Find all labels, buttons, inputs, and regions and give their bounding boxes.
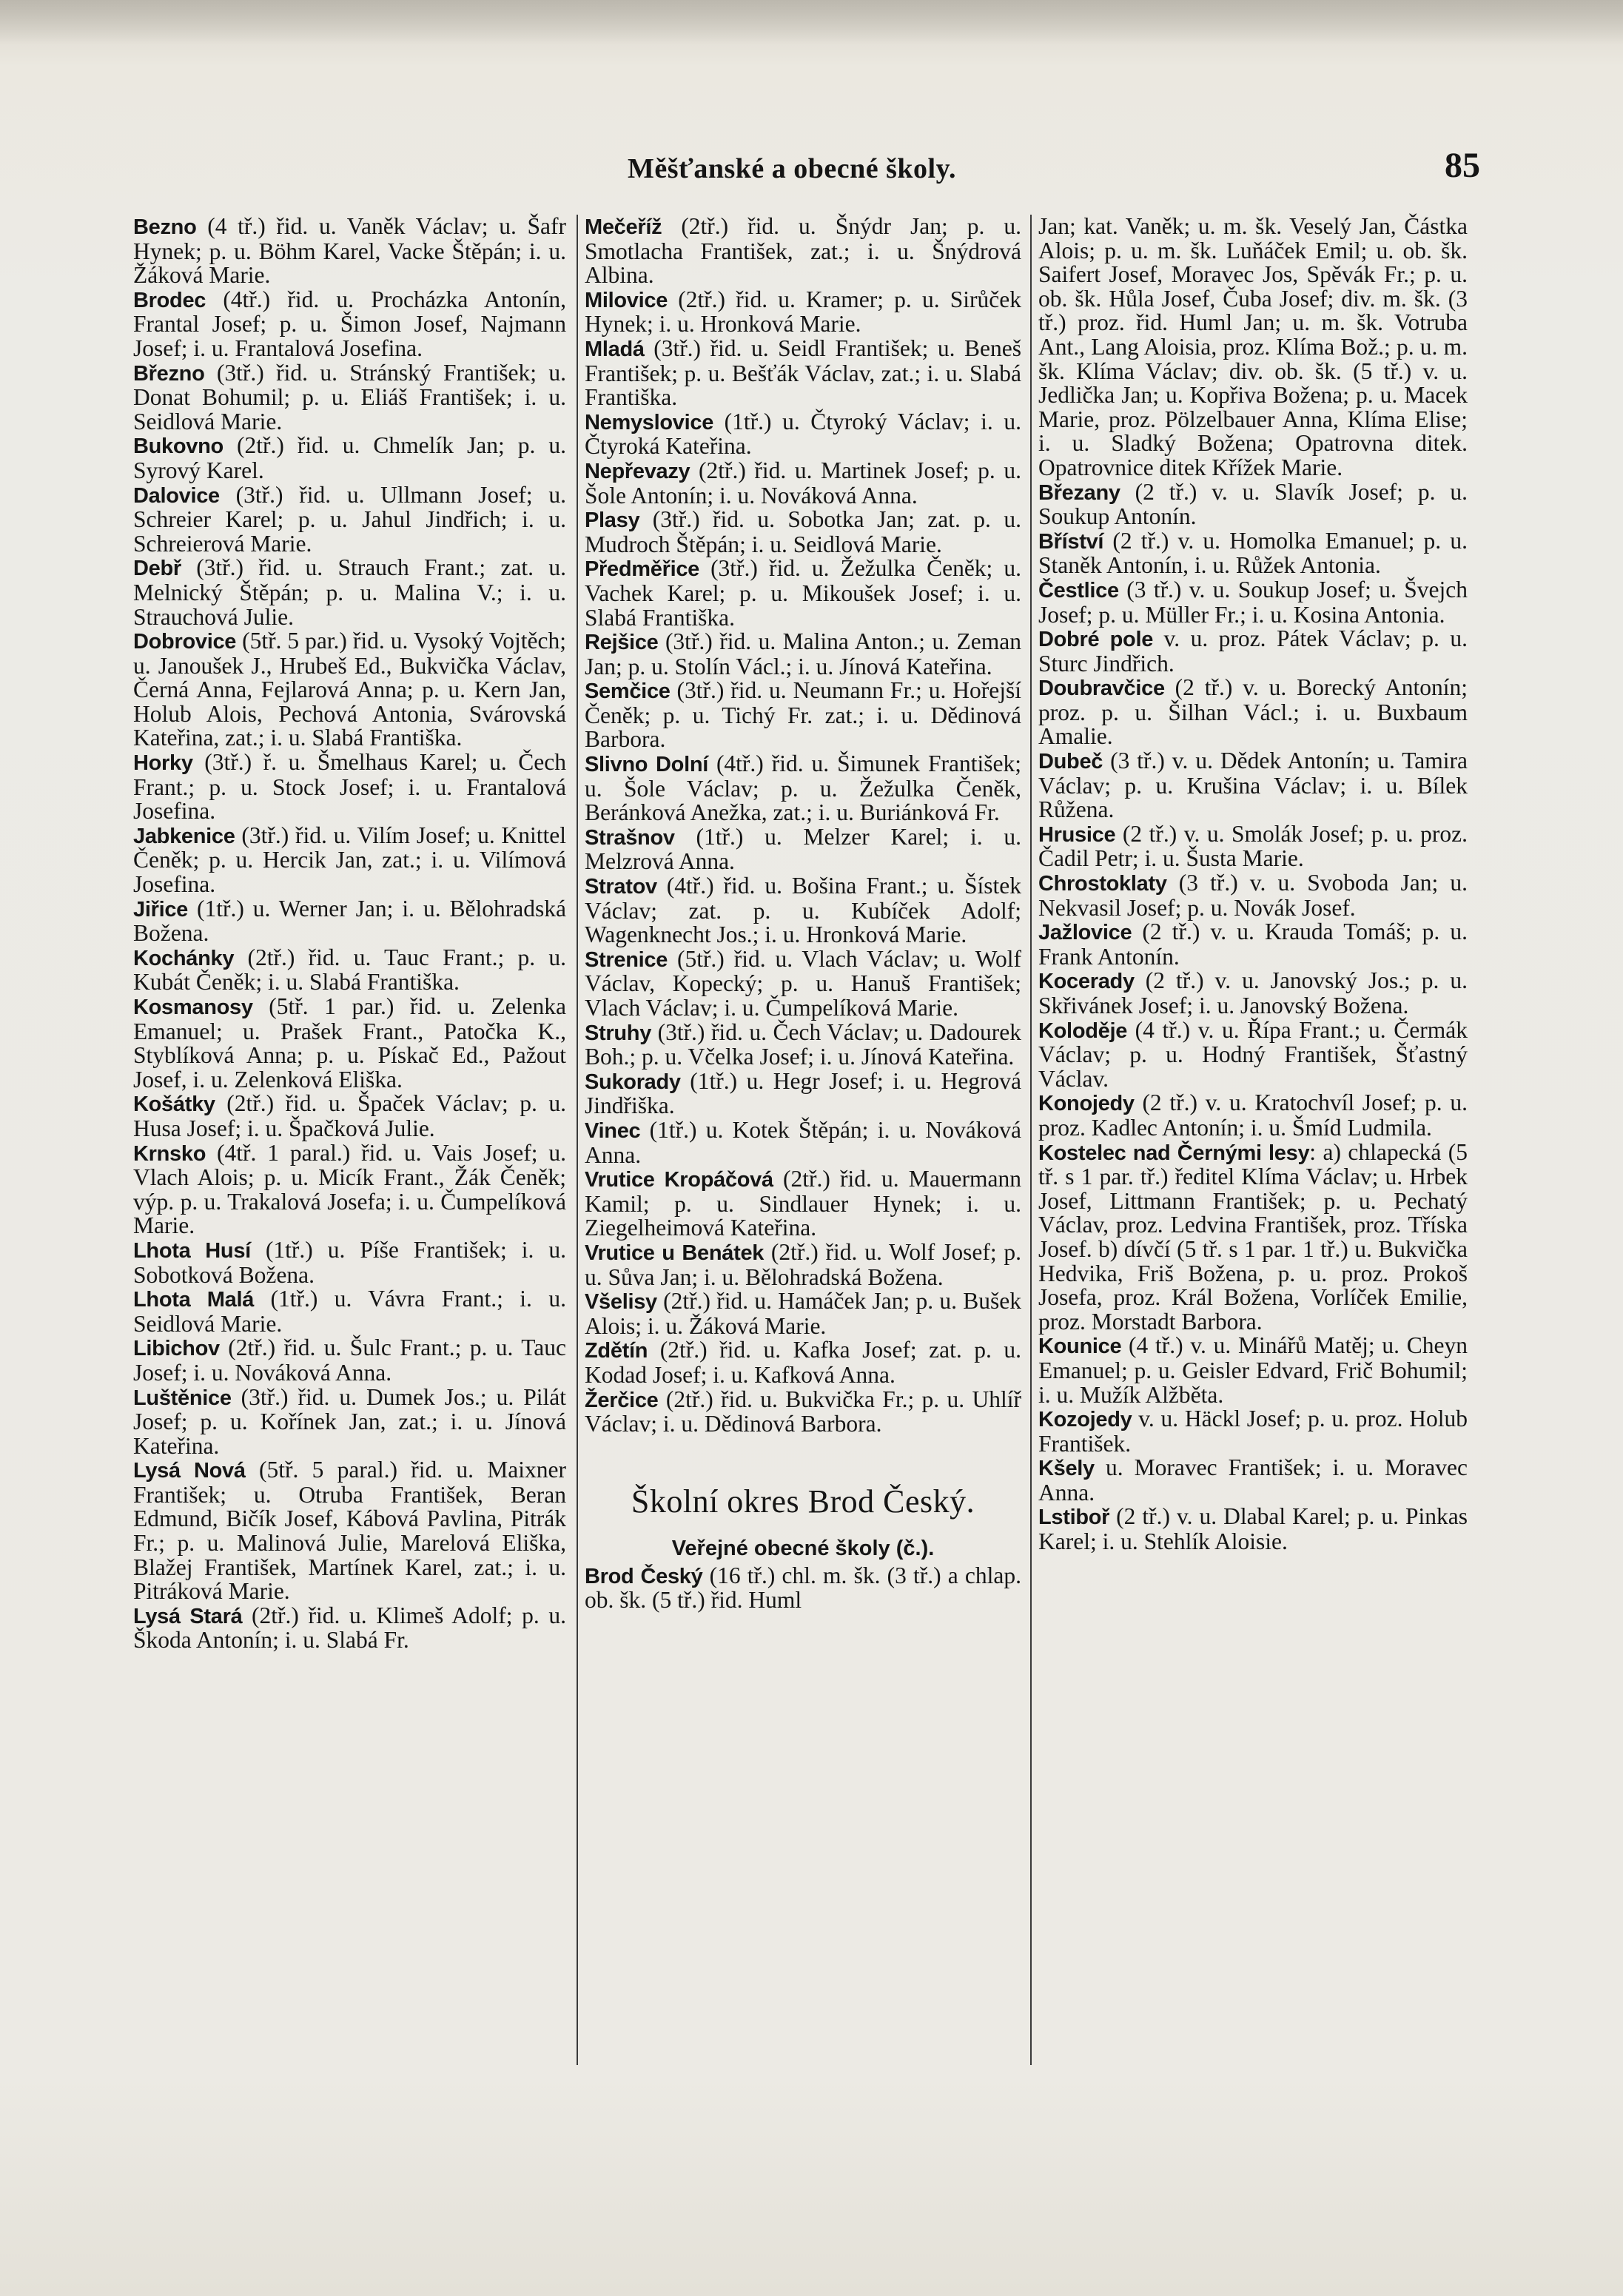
school-entry [133, 1141, 566, 1238]
entry-text: (1tř.) u. Kotek Štěpán; i. u. Nováková Anna. [585, 1116, 1021, 1168]
place-name: Vrutice Kropáčová [585, 1168, 773, 1192]
school-entry [585, 679, 1021, 752]
entry-text: (3tř.) řid. u. Dumek Jos.; u. Pilát Josef; p. u. Kořínek Jan, zat.; i. u. Jínová Kateřina. [133, 1383, 566, 1459]
school-entry [1038, 1018, 1468, 1092]
entry-text: (4 tř.) v. u. Minářů Matěj; u. Cheyn Emanuel; p. u. Geisler Edvard, Frič Bohumil; i. u. Mužík Alžběta. [1038, 1332, 1468, 1408]
place-name: Debř [133, 557, 181, 581]
entry-text: (1tř.) u. Melzer Karel; i. u. Melzrová Anna. [585, 823, 1021, 875]
entry-text: (1tř.) u. Čtyroký Václav; i. u. Čtyroká Kateřina. [585, 408, 1021, 460]
place-name: Nepřevazy [585, 459, 690, 483]
place-name: Dalovice [133, 483, 220, 508]
school-entry [1038, 627, 1468, 676]
entry-text: (2 tř.) v. u. Smolák Josef; p. u. proz. Čadil Petr; i. u. Šusta Marie. [1038, 820, 1468, 872]
entry-text: (4tř. 1 paral.) řid. u. Vais Josef; u. Vlach Alois; p. u. Micík Frant., Žák Čeněk; výp. p. u. Trakalová Josefa; i. u. Čumpelíková Marie. [133, 1139, 566, 1239]
school-entry [1038, 529, 1468, 578]
school-entry [585, 1289, 1021, 1338]
place-name: Lhota Husí [133, 1238, 251, 1263]
place-name: Chrostoklaty [1038, 872, 1167, 896]
place-name: Kocerady [1038, 970, 1135, 994]
page-header [0, 145, 1623, 189]
school-entry [133, 1238, 566, 1287]
place-name: Strašnov [585, 825, 675, 850]
entry-text: (2tř.) řid. u. Mauermann Kamil; p. u. Sindlauer Hynek; i. u. Ziegelheimová Kateřina. [585, 1166, 1021, 1241]
place-name: Čestlice [1038, 578, 1119, 602]
school-entry [585, 459, 1021, 508]
entry-text: (4tř.) řid. u. Procházka Antonín, Frantal Josef; p. u. Šimon Josef, Najmann Josef; i. u. Frantalová Josefina. [133, 286, 566, 361]
school-entry [585, 337, 1021, 410]
school-entry [585, 752, 1021, 825]
entry-text: (2tř.) řid. u. Kafka Josef; zat. p. u. Kodad Josef; i. u. Kafková Anna. [585, 1337, 1021, 1388]
school-entry [133, 215, 566, 288]
school-entry [133, 1604, 566, 1653]
school-entry [1038, 822, 1468, 871]
entry-text: (2tř.) řid. u. Chmelík Jan; p. u. Syrový Karel. [133, 432, 566, 483]
school-entry [133, 751, 566, 824]
entry-text: (2tř.) řid. u. Wolf Josef; p. u. Sůva Jan; i. u. Bělohradská Božena. [585, 1238, 1021, 1290]
entry-text: (2tř.) řid. u. Martinek Josef; p. u. Šole Antonín; i. u. Nováková Anna. [585, 457, 1021, 508]
entry-text: (2 tř.) v. u. Krauda Tomáš; p. u. Frank Antonín. [1038, 919, 1468, 970]
school-entry [585, 1067, 1021, 1119]
entry-text: (3tř.) řid. u. Vilím Josef; u. Knittel Čeněk; p. u. Hercik Jan, zat.; i. u. Vilímová Josefina. [133, 822, 566, 898]
place-name: Plasy [585, 508, 640, 533]
school-entry [133, 483, 566, 557]
entry-text: (3 tř.) v. u. Soukup Josef; u. Švejch Josef; p. u. Müller Fr.; i. u. Kosina Antonia. [1038, 576, 1468, 628]
place-name: Sukorady [585, 1070, 681, 1094]
school-entry [1038, 920, 1468, 969]
school-entry [133, 995, 566, 1092]
entry-text: (3tř.) řid. u. Ullmann Josef; u. Schreier Karel; p. u. Jahul Jindřich; i. u. Schreierová Marie. [133, 481, 566, 557]
school-entry [1038, 1138, 1468, 1335]
column-1 [133, 215, 566, 1653]
place-name: Lysá Nová [133, 1459, 246, 1483]
place-name: Luštěnice [133, 1386, 232, 1410]
place-name: Jiřice [133, 897, 188, 922]
entry-text: v. u. proz. Pátek Václav; p. u. Sturc Jindřich. [1038, 625, 1468, 677]
place-name: Předměřice [585, 557, 699, 582]
school-entry [133, 288, 566, 361]
place-name: Libichov [133, 1337, 220, 1361]
school-entry [1038, 871, 1468, 920]
entry-text: (2 tř.) v. u. Dlabal Karel; p. u. Pinkas Karel; i. u. Stehlík Aloisie. [1038, 1503, 1468, 1555]
entry-text: (2tř.) řid. u. Kramer; p. u. Sirůček Hynek; i. u. Hronková Marie. [585, 286, 1021, 338]
column-2 [585, 215, 1021, 1613]
school-entry [585, 288, 1021, 337]
place-name: Vinec [585, 1118, 641, 1143]
place-name: Zdětín [585, 1339, 648, 1363]
column-3 [1038, 215, 1468, 1554]
school-entry [133, 1383, 566, 1459]
school-entry [133, 361, 566, 434]
school-entry [585, 508, 1021, 557]
entry-text: (1tř.) u. Werner Jan; i. u. Bělohradská Božena. [133, 895, 566, 947]
place-name: Kšely [1038, 1457, 1095, 1481]
entry-text: (2tř.) řid. u. Hamáček Jan; p. u. Bušek Alois; i. u. Žáková Marie. [585, 1288, 1021, 1339]
place-name: Jažlovice [1038, 921, 1132, 945]
entry-text: (3tř.) řid. u. Stránský František; u. Donat Bohumil; p. u. Eliáš František; i. u. Seidlová Marie. [133, 359, 566, 434]
entry-text: (3tř.) řid. u. Strauch Frant.; zat. u. Melnický Štěpán; p. u. Malina V.; i. u. Strauchová Julie. [133, 554, 566, 630]
column-rule-left [577, 215, 578, 2065]
school-entry [133, 824, 566, 897]
entry-text: (3tř.) řid. u. Malina Anton.; u. Zeman Jan; p. u. Stolín Václ.; i. u. Jínová Kateřina. [585, 628, 1021, 679]
page-number: 85 [1445, 146, 1480, 185]
entry-text: (4tř.) řid. u. Bošina Frant.; u. Šístek Václav; zat. p. u. Kubíček Adolf; Wagenknecht Jos.; i. u. Hronková Marie. [585, 873, 1021, 948]
school-entry [1038, 749, 1468, 822]
entry-text: (2tř.) řid. u. Šnýdr Jan; p. u. Smotlacha František, zat.; i. u. Šnýdrová Albina. [585, 213, 1021, 289]
school-entry [1038, 578, 1468, 627]
school-entry [133, 1336, 566, 1385]
entry-text: (4 tř.) řid. u. Vaněk Václav; u. Šafr Hynek; p. u. Böhm Karel, Vacke Štěpán; i. u. Žáková Marie. [133, 213, 566, 289]
entry-text: (5tř. 1 par.) řid. u. Zelenka Emanuel; u. Prašek Frant., Patočka K., Styblíková Anna; p. u. Pískač Ed., Pažout Josef, i. u. Zelenková Eliška. [133, 993, 566, 1092]
scan-shadow [0, 0, 1623, 44]
entry-text: (1tř.) u. Vávra Frant.; i. u. Seidlová Marie. [133, 1286, 566, 1337]
entry-text: (2 tř.) v. u. Kratochvíl Josef; p. u. proz. Kadlec Antonín; i. u. Šmíd Ludmila. [1038, 1090, 1468, 1141]
entry-text: (3tř.) řid. u. Seidl František; u. Beneš František; p. u. Bešťák Václav, zat.; i. u. Slabá Františka. [585, 335, 1021, 411]
place-name: Kostelec nad Černými lesy [1038, 1141, 1310, 1165]
place-name: Žerčice [585, 1388, 659, 1412]
entry-text: (2tř.) řid. u. Klimeš Adolf; p. u. Škoda Antonín; i. u. Slabá Fr. [133, 1602, 567, 1654]
school-entry [1038, 480, 1468, 529]
place-name: Krnsko [133, 1141, 206, 1166]
place-name: Struhy [585, 1021, 652, 1045]
place-name: Doubravčice [1038, 677, 1165, 701]
entry-text: (16 tř.) chl. m. šk. (3 tř.) a chlap. ob. šk. (5 tř.) řid. Huml [585, 1562, 1021, 1614]
continued-entry: Jan; kat. Vaněk; u. m. šk. Veselý Jan, Částka Alois; p. u. m. šk. Luňáček Emil; u. ob. šk. Saifert Josef, Moravec Jos, Spěvák Fr.; p. u. ob. šk. Hůla Josef, Čuba Josef; div. m. šk. (3 tř.) proz. řid. Huml Jan; u. m. šk. Votruba Ant., Lang Aloisia, proz. Klíma Bož.; p. u. m. šk. Klíma Václav; div. ob. šk. (5 tř.) v. u. Jedlička Jan; u. Kopřiva Božena; p. u. Macek Marie, proz. Pölzelbauer Anna, Klíma Elise; i. u. Sladký Božena; Opatrovna ditek. Opatrovnice ditek Křížek Marie. [1038, 213, 1468, 480]
school-entry [133, 897, 566, 946]
place-name: Hrusice [1038, 822, 1116, 847]
school-entry [585, 1388, 1021, 1437]
place-name: Kosmanosy [133, 996, 253, 1019]
entry-text: (3tř.) řid. u. Čech Václav; u. Dadourek Boh.; p. u. Včelka Josef; i. u. Jínová Kateřina. [585, 1018, 1021, 1070]
school-entry [585, 1238, 1021, 1290]
school-entry [133, 434, 566, 483]
school-entry [133, 629, 566, 751]
school-entry [585, 1018, 1021, 1070]
school-entry [585, 1564, 1021, 1613]
entry-text: (2tř.) řid. u. Tauc Frant.; p. u. Kubát Čeněk; i. u. Slabá Františka. [133, 944, 566, 996]
place-name: Vrutice u Benátek [585, 1241, 765, 1265]
school-entry [1038, 1505, 1468, 1554]
entry-text: (5tř. 5 paral.) řid. u. Maixner František; u. Otruba František, Beran Edmund, Bičík Josef, Kábová Pavlina, Pitrák Fr.; p. u. Malinová Julie, Marelová Eliška, Blažej František, Martínek Karel, zat.; i. u. Pitráková Marie. [133, 1457, 566, 1605]
entry-text: (3tř.) řid. u. Neumann Fr.; u. Hořejší Čeněk; p. u. Tichý Fr. zat.; i. u. Dědinová Barbora. [585, 677, 1021, 753]
school-entry [585, 557, 1021, 630]
entry-text: (3 tř.) v. u. Svoboda Jan; u. Nekvasil Josef; p. u. Novák Josef. [1038, 870, 1468, 921]
school-entry [585, 630, 1021, 679]
place-name: Bukovno [133, 434, 224, 459]
place-name: Horky [133, 751, 193, 776]
entry-text: v. u. Häckl Josef; p. u. proz. Holub František. [1038, 1406, 1468, 1457]
school-entry [585, 874, 1021, 947]
place-name: Brodec [133, 288, 206, 312]
place-name: Slivno Dolní [585, 753, 709, 777]
school-entry [585, 410, 1021, 459]
place-name: Dobré pole [1038, 628, 1154, 652]
school-entry [585, 947, 1021, 1021]
entry-text: (3 tř.) v. u. Dědek Antonín; u. Tamira Václav; p. u. Krušina Václav; i. u. Bílek Růžena. [1038, 748, 1468, 823]
entry-text: (5tř. 5 par.) řid. u. Vysoký Vojtěch; u. Janoušek J., Hrubeš Ed., Bukvička Václav, Černá Anna, Fejlarová Anna; p. u. Kern Jan, Holub Alois, Pechová Antonia, Svárovská Kateřina, zat.; i. u. Slabá Františka. [133, 628, 566, 751]
school-entry [133, 1287, 566, 1336]
entry-text: (1tř.) u. Píše František; i. u. Sobotková Božena. [133, 1236, 566, 1288]
entry-text: (2 tř.) v. u. Borecký Antonín; proz. p. u. Šilhan Václ.; i. u. Buxbaum Amalie. [1038, 674, 1468, 750]
school-entry [585, 1118, 1021, 1167]
place-name: Březno [133, 361, 205, 386]
place-name: Mečeříž [585, 215, 662, 239]
entry-text: (4 tř.) v. u. Řípa Frant.; u. Čermák Václav; p. u. Hodný František, Šťastný Václav. [1038, 1016, 1468, 1092]
entry-text: (5tř.) řid. u. Vlach Václav; u. Wolf Václav, Kopecký; p. u. Hanuš František; Vlach Václav; i. u. Čumpelíková Marie. [585, 945, 1021, 1021]
place-name: Lysá Stará [133, 1604, 243, 1628]
place-name: Nemyslovice [585, 410, 714, 434]
entry-text: (2tř.) řid. u. Špaček Václav; p. u. Husa Josef; i. u. Špačková Julie. [133, 1090, 566, 1141]
entry-text: (2 tř.) v. u. Janovský Jos.; p. u. Skřivánek Josef; i. u. Janovský Božena. [1038, 967, 1468, 1018]
section-subtitle: Veřejné obecné školy (č.). [671, 1536, 935, 1560]
entry-text: (3tř.) ř. u. Šmelhaus Karel; u. Čech Frant.; p. u. Stock Josef; i. u. Frantalová Josefina. [133, 749, 566, 825]
entry-text: (4tř.) řid. u. Šimunek František; u. Šole Václav; p. u. Žežulka Čeněk, Beránková Anežka, zat.; i. u. Buriánková Fr. [585, 751, 1021, 826]
school-entry [1038, 969, 1468, 1018]
entry-text: : a) chlapecká (5 tř. s 1 par. tř.) ředitel Klíma Václav; u. Hrbek Josef, Littmann František; p. u. Pechatý Václav, proz. Ledvina František, proz. Tříska Josef. b) dívčí (5 tř. s 1 par. 1 tř.) u. Bukvička Hedvika, Friš Božena, p. u. proz. Prokoš Josefa, proz. Král Božena, Vorlíček Emilie, proz. Morstadt Barbora. [1038, 1138, 1468, 1335]
place-name: Březany [1038, 480, 1120, 505]
school-entry [585, 1338, 1021, 1387]
school-entry [133, 946, 566, 995]
place-name: Bříství [1038, 529, 1104, 554]
place-name: Brod Český [585, 1564, 703, 1588]
place-name: Lstiboř [1038, 1506, 1110, 1530]
place-name: Konojedy [1038, 1092, 1135, 1116]
school-entry [585, 1167, 1021, 1241]
place-name: Mladá [585, 337, 645, 361]
school-entry [1038, 1407, 1468, 1456]
place-name: Semčice [585, 679, 671, 704]
place-name: Strenice [585, 947, 668, 972]
place-name: Bezno [133, 215, 197, 239]
place-name: Rejšice [585, 631, 659, 655]
place-name: Košátky [133, 1092, 215, 1117]
entry-text: u. Moravec František; i. u. Moravec Anna. [1038, 1454, 1468, 1506]
school-entry [585, 215, 1021, 288]
place-name: Milovice [585, 288, 668, 312]
place-name: Dubeč [1038, 750, 1103, 774]
school-entry [1038, 1091, 1468, 1140]
section-title: Školní okres Brod Český. [631, 1483, 975, 1520]
school-entry [585, 825, 1021, 874]
place-name: Lhota Malá [133, 1288, 255, 1312]
place-name: Koloděje [1038, 1018, 1128, 1043]
entry-text: (2 tř.) v. u. Homolka Emanuel; p. u. Staněk Antonín, i. u. Růžek Antonia. [1038, 527, 1468, 579]
entry-text: (2tř.) řid. u. Šulc Frant.; p. u. Tauc Josef; i. u. Nováková Anna. [133, 1335, 566, 1386]
school-entry [1038, 1334, 1468, 1407]
place-name: Jabkenice [133, 824, 235, 848]
page-title: Měšťanské a obecné školy. [628, 153, 956, 184]
entry-text: (1tř.) u. Hegr Josef; i. u. Hegrová Jindřiška. [585, 1067, 1021, 1119]
column-rule-right [1030, 215, 1032, 2065]
entry-text: (2 tř.) v. u. Slavík Josef; p. u. Soukup Antonín. [1038, 478, 1468, 530]
entry-text: (3tř.) řid. u. Sobotka Jan; zat. p. u. Mudroch Štěpán; i. u. Seidlová Marie. [585, 506, 1021, 557]
place-name: Všelisy [585, 1290, 657, 1315]
entry-text: (2tř.) řid. u. Bukvička Fr.; p. u. Uhlíř Václav; i. u. Dědinová Barbora. [585, 1386, 1021, 1437]
place-name: Stratov [585, 875, 657, 899]
school-entry [133, 1458, 566, 1604]
place-name: Dobrovice [133, 630, 237, 654]
entry-text: (3tř.) řid. u. Žežulka Čeněk; u. Vachek Karel; p. u. Mikoušek Josef; i. u. Slabá Františka. [585, 555, 1021, 631]
school-entry [133, 1092, 566, 1141]
place-name: Kochánky [133, 946, 235, 970]
place-name: Kozojedy [1038, 1408, 1132, 1432]
place-name: Kounice [1038, 1335, 1122, 1359]
school-entry [1038, 676, 1468, 749]
school-entry [133, 556, 566, 629]
school-entry [1038, 1456, 1468, 1505]
